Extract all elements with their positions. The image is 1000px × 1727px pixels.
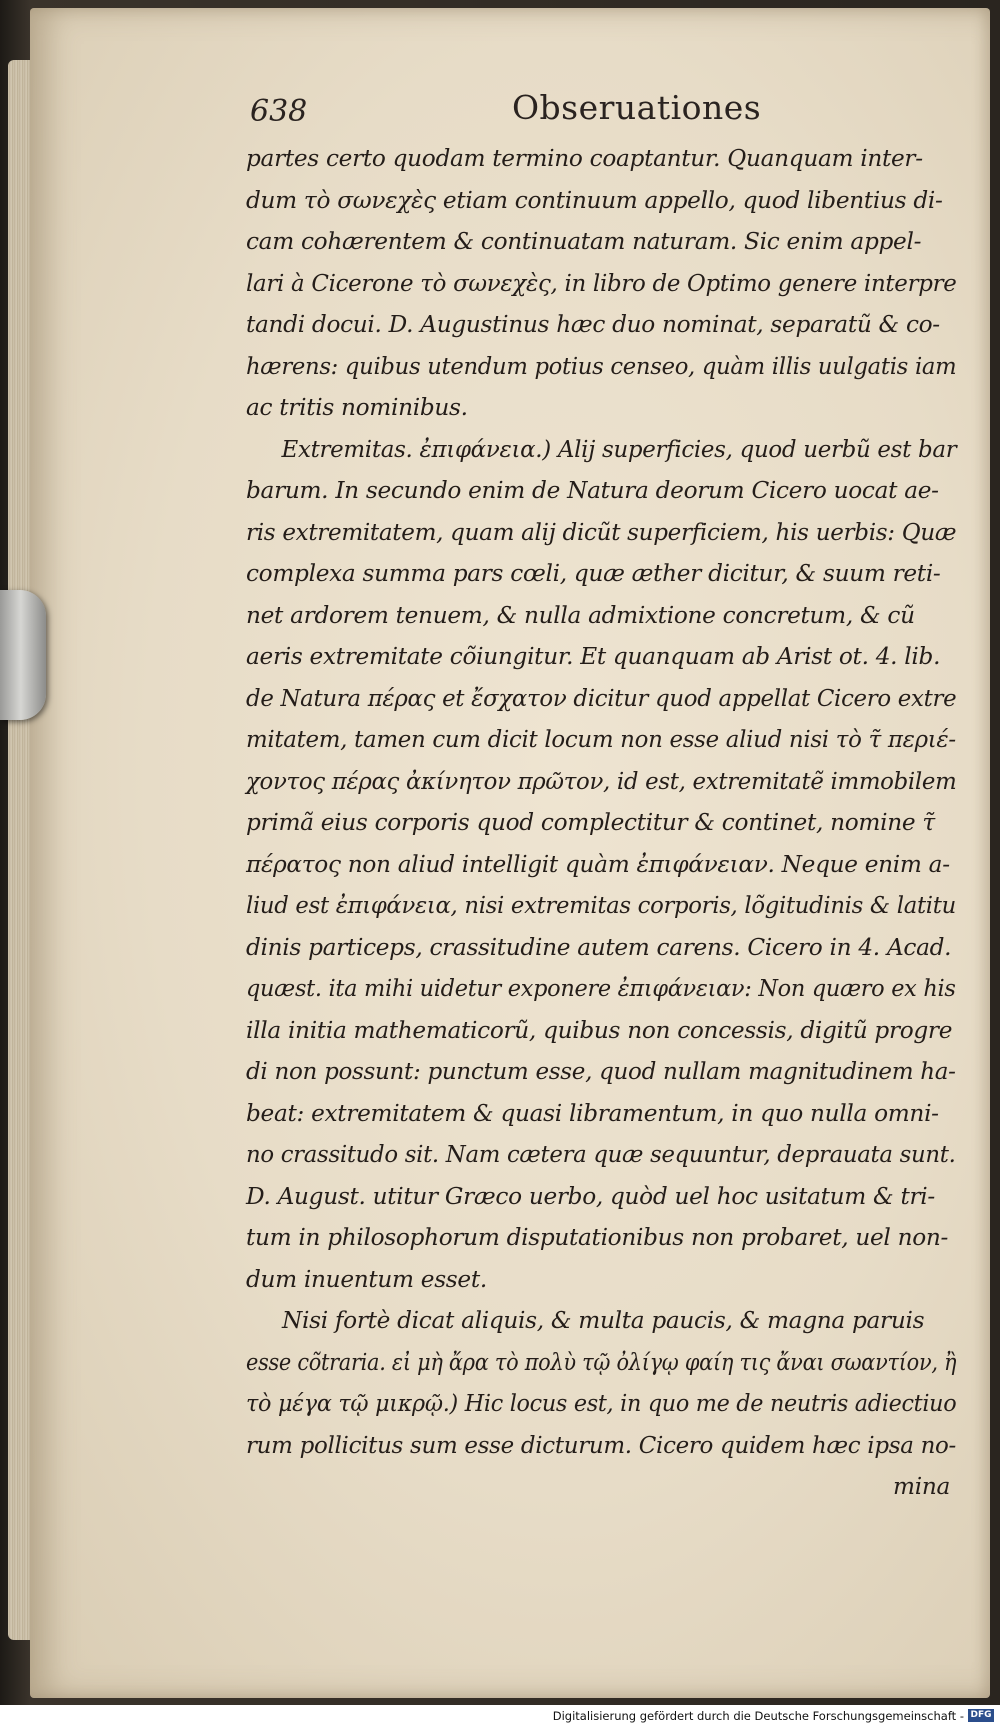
text-line: primã eius corporis quod complectitur & continet, nomine τ̃ (246, 809, 935, 836)
text-line: net ardorem tenuem, & nulla admixtione concretum, & cũ (246, 601, 915, 629)
text-line: ac tritis nominibus. (246, 394, 468, 421)
text-line: barum. In secundo enim de Natura deorum Cicero uocat ae- (246, 477, 939, 504)
text-line: tum in philosophorum disputationibus non probaret, uel non- (246, 1224, 949, 1251)
text-line: quæst. ita mihi uidetur exponere ἐπιφάνειαν: Non quæro ex his (246, 975, 956, 1002)
text-line: dum inuentum esset. (246, 1265, 487, 1293)
text-line: τὸ μέγα τῷ μικρῷ.) Hic locus est, in quo me de neutris adiectiuo (246, 1390, 957, 1417)
text-line: illa initia mathematicorũ, quibus non concessis, digitũ progre (246, 1016, 953, 1044)
text-line: Nisi fortè dicat aliquis, & multa paucis, & magna paruis (282, 1307, 925, 1334)
text-line: hærens: quibus utendum potius censeo, quàm illis uulgatis iam (246, 352, 957, 380)
text-line: D. August. utitur Græco uerbo, quòd uel hoc usitatum & tri- (246, 1182, 935, 1210)
text-line: Extremitas. ἐπιφάνεια.) Alij superficies, quod uerbũ est bar (281, 435, 957, 463)
text-line: πέρατος non aliud intelligit quàm ἐπιφάνειαν. Neque enim a- (246, 850, 950, 878)
text-line: esse cõtraria. εἰ μὴ ἄρα τὸ πολὺ τῷ ὀλίγῳ φαίη τις ἄναι σωαντίον, ἢ (246, 1348, 957, 1376)
text-line: beat: extremitatem & quasi libramentum, in quo nulla omni- (246, 1099, 939, 1127)
text-line: di non possunt: punctum esse, quod nullam magnitudinem ha- (246, 1058, 956, 1085)
running-head (250, 88, 950, 138)
text-line: liud est ἐπιφάνεια, nisi extremitas corporis, lõgitudinis & latitu (246, 892, 956, 919)
page-number: 638 (250, 94, 308, 129)
text-line: de Natura πέρας et ἔσχατον dicitur quod appellat Cicero extre (246, 684, 957, 712)
text-line: complexa summa pars cœli, quæ æther dicitur, & suum reti- (246, 560, 941, 587)
body-text (246, 138, 956, 1508)
text-line: dum τὸ σωνεχὲς etiam continuum appello, quod libentius di- (246, 186, 943, 214)
dfg-logo-icon: DFG (968, 1709, 994, 1722)
text-line: rum pollicitus sum esse dicturum. Cicero quidem hæc ipsa no- (246, 1431, 956, 1459)
page-title: Obseruationes (512, 88, 762, 127)
text-line: lari à Cicerone τὸ σωνεχὲς, in libro de Optimo genere interpre (246, 269, 957, 297)
book-clasp (0, 590, 46, 720)
text-line: no crassitudo sit. Nam cætera quæ sequuntur, deprauata sunt. (246, 1141, 956, 1168)
text-line: partes certo quodam termino coaptantur. Quanquam inter- (246, 145, 923, 172)
text-line: dinis particeps, crassitudine autem carens. Cicero in 4. Acad. (246, 933, 952, 961)
footer-bar (0, 1705, 1000, 1727)
catchword: mina (893, 1473, 950, 1500)
text-line: mitatem, tamen cum dicit locum non esse aliud nisi τὸ τ̃ περιέ- (246, 726, 956, 753)
text-line: ris extremitatem, quam alij dicũt superficiem, his uerbis: Quæ (246, 518, 957, 546)
footer-credit: Digitalisierung gefördert durch die Deutsche Forschungsgemeinschaft - (552, 1709, 964, 1723)
text-line: tandi docui. D. Augustinus hæc duo nominat, separatũ & co- (246, 311, 940, 338)
text-line: χοντος πέρας ἀκίνητον πρῶτον, id est, extremitatẽ immobilem (246, 767, 957, 795)
text-line: aeris extremitate cõiungitur. Et quanquam ab Arist ot. 4. lib. (246, 643, 941, 670)
text-line: cam cohærentem & continuatam naturam. Sic enim appel- (246, 228, 922, 255)
